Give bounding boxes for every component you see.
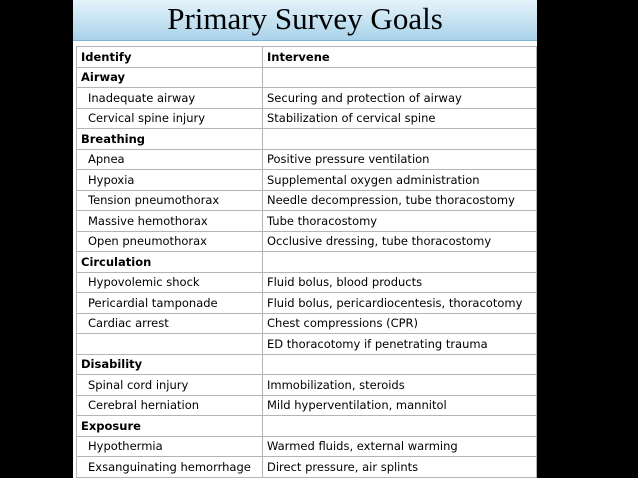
intervene-cell: ED thoracotomy if penetrating trauma <box>263 334 537 355</box>
title-banner <box>73 0 537 41</box>
table-row <box>77 272 537 293</box>
intervene-cell: Needle decompression, tube thoracostomy <box>263 190 537 211</box>
slide-title: Primary Survey Goals <box>167 1 443 36</box>
section-row <box>77 416 537 437</box>
section-label: Disability <box>77 354 263 375</box>
intervene-cell <box>263 252 537 273</box>
section-label: Circulation <box>77 252 263 273</box>
identify-cell: Pericardial tamponade <box>77 293 263 314</box>
intervene-cell: Supplemental oxygen administration <box>263 170 537 191</box>
intervene-cell: Fluid bolus, pericardiocentesis, thoracotomy <box>263 293 537 314</box>
intervene-cell: Chest compressions (CPR) <box>263 313 537 334</box>
intervene-cell: Immobilization, steroids <box>263 375 537 396</box>
table-row <box>77 457 537 478</box>
identify-cell: Exsanguinating hemorrhage <box>77 457 263 478</box>
table-row <box>77 231 537 252</box>
intervene-cell: Fluid bolus, blood products <box>263 272 537 293</box>
identify-cell <box>77 334 263 355</box>
table-row <box>77 293 537 314</box>
table-row <box>77 149 537 170</box>
intervene-cell <box>263 129 537 150</box>
intervene-cell: Positive pressure ventilation <box>263 149 537 170</box>
table-body <box>77 67 537 477</box>
intervene-cell: Occlusive dressing, tube thoracostomy <box>263 231 537 252</box>
identify-cell: Hypoxia <box>77 170 263 191</box>
table-row <box>77 313 537 334</box>
identify-cell: Hypovolemic shock <box>77 272 263 293</box>
table-row <box>77 395 537 416</box>
intervene-cell: Stabilization of cervical spine <box>263 108 537 129</box>
identify-cell: Hypothermia <box>77 436 263 457</box>
identify-cell: Spinal cord injury <box>77 375 263 396</box>
survey-goals-table <box>76 46 537 478</box>
section-label: Breathing <box>77 129 263 150</box>
identify-cell: Open pneumothorax <box>77 231 263 252</box>
slide <box>73 0 537 478</box>
table-row <box>77 108 537 129</box>
intervene-cell <box>263 416 537 437</box>
survey-table-container <box>76 46 536 478</box>
identify-cell: Inadequate airway <box>77 88 263 109</box>
table-row <box>77 375 537 396</box>
header-identify: Identify <box>77 47 263 68</box>
table-row <box>77 170 537 191</box>
intervene-cell: Direct pressure, air splints <box>263 457 537 478</box>
identify-cell: Cerebral herniation <box>77 395 263 416</box>
intervene-cell: Warmed fluids, external warming <box>263 436 537 457</box>
table-row <box>77 88 537 109</box>
section-row <box>77 129 537 150</box>
section-row <box>77 354 537 375</box>
section-label: Exposure <box>77 416 263 437</box>
identify-cell: Cardiac arrest <box>77 313 263 334</box>
intervene-cell: Mild hyperventilation, mannitol <box>263 395 537 416</box>
identify-cell: Tension pneumothorax <box>77 190 263 211</box>
section-label: Airway <box>77 67 263 88</box>
intervene-cell <box>263 354 537 375</box>
table-row <box>77 334 537 355</box>
identify-cell: Massive hemothorax <box>77 211 263 232</box>
section-row <box>77 67 537 88</box>
table-row <box>77 190 537 211</box>
table-row <box>77 211 537 232</box>
intervene-cell: Tube thoracostomy <box>263 211 537 232</box>
header-intervene: Intervene <box>263 47 537 68</box>
table-header-row <box>77 47 537 68</box>
intervene-cell: Securing and protection of airway <box>263 88 537 109</box>
identify-cell: Cervical spine injury <box>77 108 263 129</box>
table-row <box>77 436 537 457</box>
identify-cell: Apnea <box>77 149 263 170</box>
intervene-cell <box>263 67 537 88</box>
section-row <box>77 252 537 273</box>
